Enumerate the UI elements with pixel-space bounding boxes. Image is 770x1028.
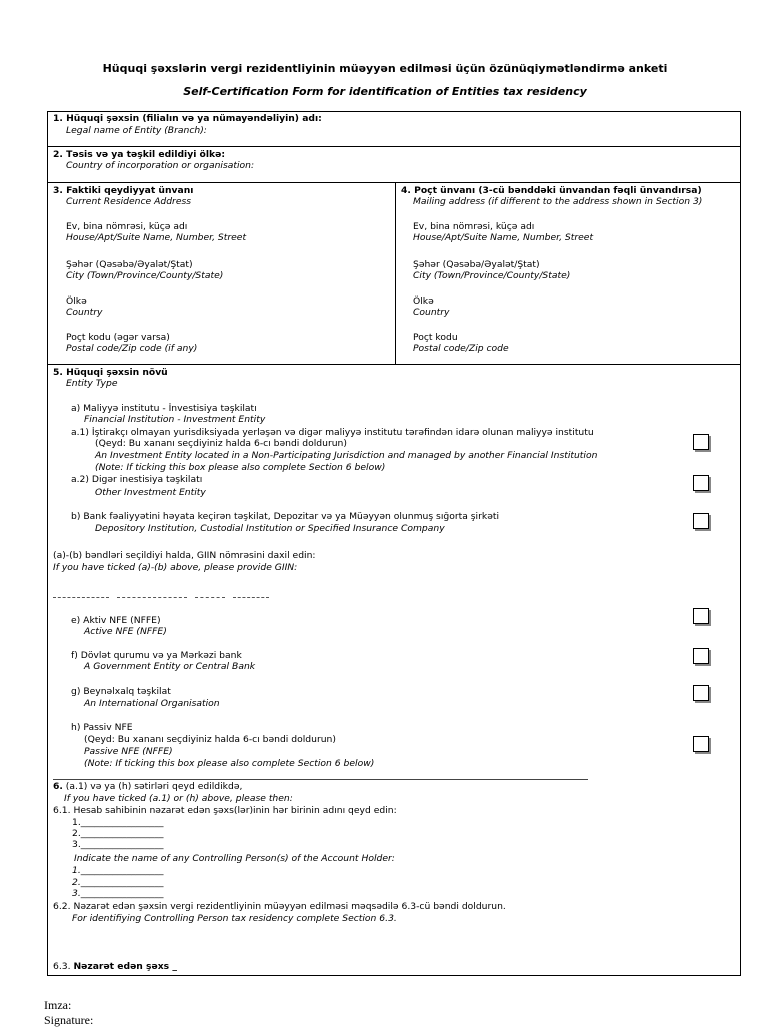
s3-city-label-en: City (Town/Province/County/State): [66, 270, 224, 281]
q62-label-en: For identifiying Controlling Person tax residency complete Section 6.3.: [72, 913, 397, 924]
signature-label-en: Signature:: [44, 1013, 94, 1027]
s3-city-label: Şəhər (Qəsəbə/Əyalət/Ştat): [66, 259, 193, 270]
divider: [395, 182, 396, 364]
s5-a1-label-en: An Investment Entity located in a Non-Participating Jurisdiction and managed by another Financial Institution: [95, 450, 598, 461]
s4-city-label-en: City (Town/Province/County/State): [413, 270, 571, 281]
s5-g-label-en: An International Organisation: [84, 698, 220, 709]
controlling-person-field-3-en[interactable]: 3.__________________: [72, 888, 164, 899]
s5-h-label-en: Passive NFE (NFFE): [84, 746, 173, 757]
s5-h-note-en: (Note: If ticking this box please also complete Section 6 below): [84, 758, 375, 769]
s4-house-label-en: House/Apt/Suite Name, Number, Street: [413, 232, 594, 243]
s5-h-note: (Qeyd: Bu xananı seçdiyiniz halda 6-cı bəndi doldurun): [84, 734, 336, 745]
section-3-label-en: Current Residence Address: [66, 196, 192, 207]
s5-a1-note: (Qeyd: Bu xananı seçdiyiniz halda 6-cı bəndi doldurun): [95, 438, 347, 449]
checkbox-a1[interactable]: [693, 434, 709, 450]
q62-label: 6.2. Nəzarət edən şəxsin vergi rezidentliyinin müəyyən edilməsi məqsədilə 6.3-cü bəndi doldurun.: [53, 901, 506, 912]
s5-g-label: g) Beynəlxalq təşkilat: [71, 686, 171, 697]
checkbox-h[interactable]: [693, 736, 709, 752]
q61-label: 6.1. Hesab sahibinin nəzarət edən şəxs(lər)inin hər birinin adını qeyd edin:: [53, 805, 397, 816]
s3-postal-label: Poçt kodu (əgər varsa): [66, 332, 170, 343]
divider: [48, 146, 740, 147]
section-separator: [53, 779, 588, 780]
section-6-label-en: If you have ticked (a.1) or (h) above, please then:: [64, 793, 293, 804]
section-4-label-en: Mailing address (if different to the address shown in Section 3): [413, 196, 703, 207]
checkbox-g[interactable]: [693, 685, 709, 701]
s4-country-label: Ölkə: [413, 296, 434, 307]
controlling-person-field-1[interactable]: 1.__________________: [72, 817, 164, 828]
controlling-person-field-2-en[interactable]: 2.__________________: [72, 877, 164, 888]
section-5-label-en: Entity Type: [66, 378, 118, 389]
s5-a2-label: a.2) Digər inestisiya təşkilatı: [71, 474, 203, 485]
checkbox-b[interactable]: [693, 513, 709, 529]
q61-label-en: Indicate the name of any Controlling Person(s) of the Account Holder:: [74, 853, 395, 864]
section-2-label: 2. Təsis və ya təşkil edildiyi ölkə:: [53, 149, 226, 160]
s5-a1-label: a.1) İştirakçı olmayan yurisdiksiyada yerləşən və digər maliyyə institutu tərəfindən idarə olunan maliyyə institutu: [71, 427, 594, 438]
s5-a-label: a) Maliyyə institutu - İnvestisiya təşkilatı: [71, 403, 257, 414]
q63-label: [53, 961, 177, 972]
checkbox-e[interactable]: [693, 608, 709, 624]
checkbox-a2[interactable]: [693, 475, 709, 491]
checkbox-f[interactable]: [693, 648, 709, 664]
giin-input[interactable]: [53, 590, 273, 600]
s5-giin-label: (a)-(b) bəndləri seçildiyi halda, GIIN nömrəsini daxil edin:: [53, 550, 316, 561]
s3-house-label-en: House/Apt/Suite Name, Number, Street: [66, 232, 247, 243]
s5-b-label: b) Bank fəaliyyətini həyata keçirən təşkilat, Depozitar və ya Müəyyən olunmuş sığorta şirkəti: [71, 511, 500, 522]
divider: [48, 364, 740, 365]
s3-house-label: Ev, bina nömrəsi, küçə adı: [66, 221, 188, 232]
s5-h-label: h) Passiv NFE: [71, 722, 133, 733]
giin-segment: [195, 597, 225, 598]
controlling-person-field-2[interactable]: 2.__________________: [72, 828, 164, 839]
s4-postal-label-en: Postal code/Zip code: [413, 343, 509, 354]
section-5-label: 5. Hüquqi şəxsin növü: [53, 367, 168, 378]
section-6-label: [53, 781, 242, 792]
s4-house-label: Ev, bina nömrəsi, küçə adı: [413, 221, 535, 232]
s5-f-label-en: A Government Entity or Central Bank: [84, 661, 256, 672]
s5-a2-label-en: Other Investment Entity: [95, 487, 206, 498]
s4-country-label-en: Country: [413, 307, 450, 318]
s5-f-label: f) Dövlət qurumu və ya Mərkəzi bank: [71, 650, 242, 661]
s4-postal-label: Poçt kodu: [413, 332, 458, 343]
s5-b-label-en: Depository Institution, Custodial Institution or Specified Insurance Company: [95, 523, 445, 534]
section-1-label-en: Legal name of Entity (Branch):: [66, 125, 207, 136]
giin-segment: [233, 597, 269, 598]
s3-postal-label-en: Postal code/Zip code (if any): [66, 343, 198, 354]
s5-a-label-en: Financial Institution - Investment Entity: [84, 414, 266, 425]
s5-a1-note-en: (Note: If ticking this box please also complete Section 6 below): [95, 462, 386, 473]
section-6-label-text: (a.1) və ya (h) sətirləri qeyd edildikdə,: [62, 781, 243, 792]
divider: [48, 182, 740, 183]
s3-country-label-en: Country: [66, 307, 103, 318]
section-3-label: 3. Faktiki qeydiyyat ünvanı: [53, 185, 194, 196]
section-2-label-en: Country of incorporation or organisation:: [66, 160, 255, 171]
controlling-person-field-1-en[interactable]: 1.__________________: [72, 865, 164, 876]
giin-segment: [117, 597, 187, 598]
s5-giin-label-en: If you have ticked (a)-(b) above, please provide GIIN:: [53, 562, 298, 573]
q63-number: 6.3.: [53, 961, 74, 972]
s5-e-label: e) Aktiv NFE (NFFE): [71, 615, 161, 626]
s3-country-label: Ölkə: [66, 296, 87, 307]
form-title-en: Self-Certification Form for identification of Entities tax residency: [183, 85, 587, 98]
s5-e-label-en: Active NFE (NFFE): [84, 626, 167, 637]
section-6-number: 6.: [53, 781, 63, 792]
section-4-label: 4. Poçt ünvanı (3-cü bənddəki ünvandan fəqli ünvandırsa): [401, 185, 702, 196]
form-frame: [47, 111, 741, 976]
signature-label: Imza:: [44, 998, 72, 1012]
section-1-label: 1. Hüquqi şəxsin (filialın və ya nümayəndəliyin) adı:: [53, 113, 322, 124]
giin-segment: [53, 597, 109, 598]
s4-city-label: Şəhər (Qəsəbə/Əyalət/Ştat): [413, 259, 540, 270]
controlling-person-field-3[interactable]: 3.__________________: [72, 839, 164, 850]
form-title-az: Hüquqi şəxslərin vergi rezidentliyinin müəyyən edilməsi üçün özünüqiymətləndirmə anketi: [102, 62, 668, 75]
q63-label-text: Nəzarət edən şəxs _: [73, 961, 177, 972]
